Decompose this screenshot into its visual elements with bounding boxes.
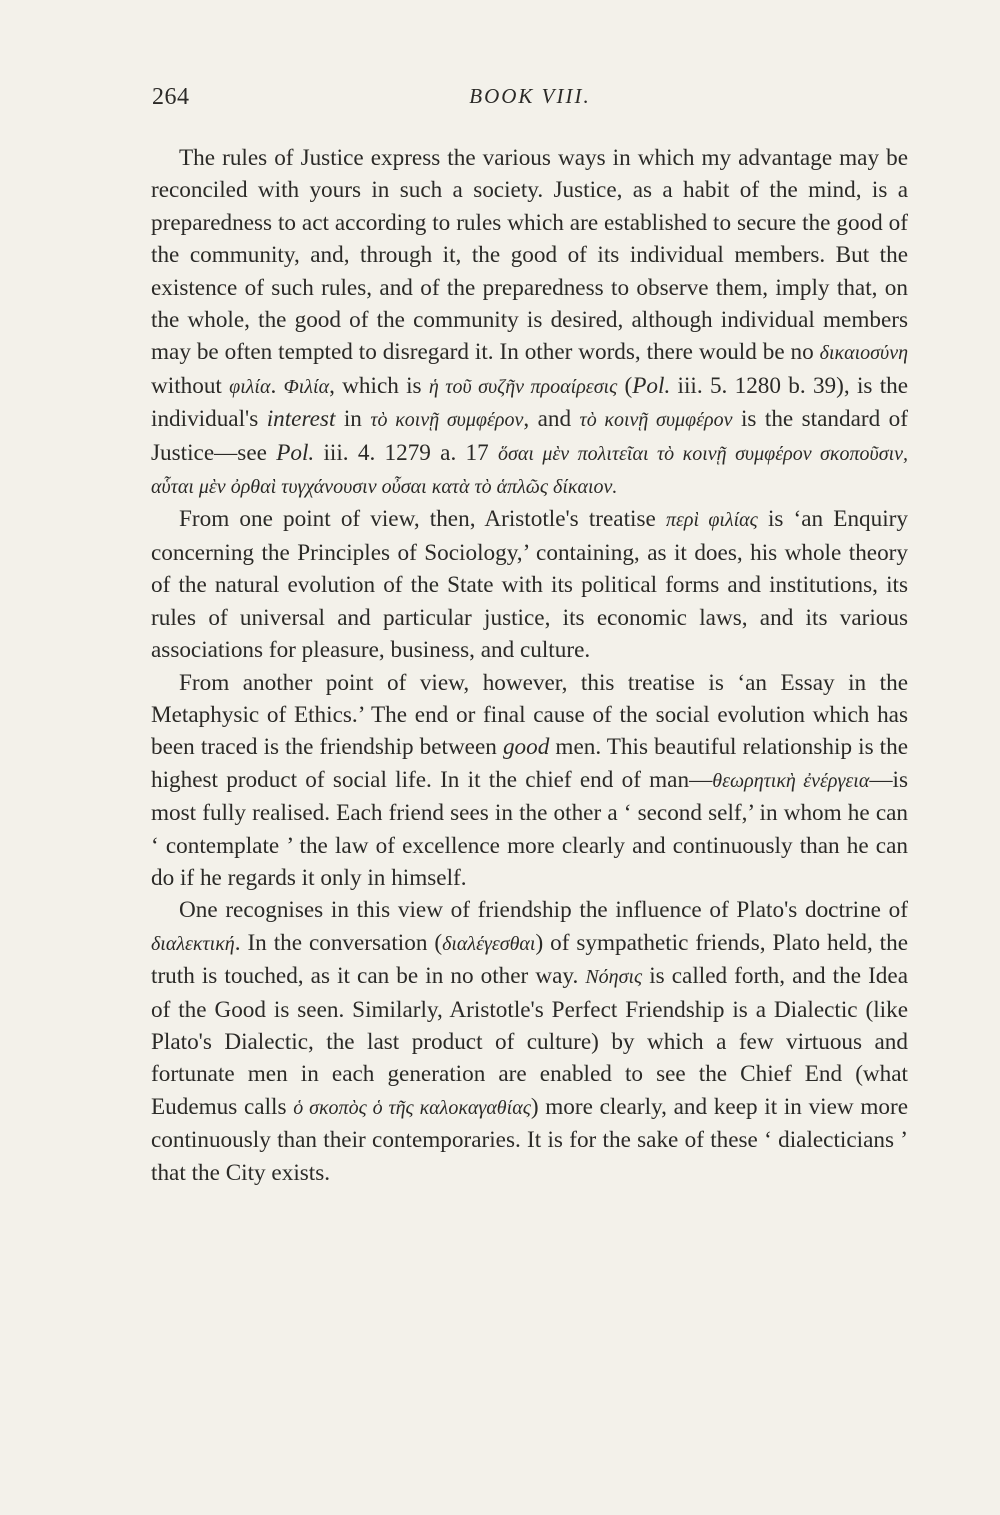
text-run: ) more clearly, and keep it in view more continuously than their contemporaries. It is for the sake of these ‘ dialecticians ’ that the City exists. [151,1093,908,1186]
greek-phrase: ὅσαι μὲν πολιτεῖαι τὸ κοινῇ συμφέρον σκοποῦσιν, αὗται μὲν ὀρθαὶ τυγχάνουσιν οὖσαι κατὰ τὸ ἁπλῶς δίκαιον. [151,442,909,499]
greek-phrase: διαλεκτική [151,932,235,955]
greek-phrase: περὶ φιλίας [665,509,758,532]
greek-phrase: δικαιοσύνη [819,342,908,365]
greek-phrase: διαλέγεσθαι [442,932,536,955]
text-run: ( [617,372,633,399]
text-run: men. This beautiful relationship is the highest product of social life. In it the chief end of man— [151,734,909,793]
text-run: . [270,372,284,399]
text-run: , and [523,406,580,433]
text-run: From one point of view, then, Aristotle's treatise [179,506,666,533]
body-text [151,142,908,1189]
italic-text: Pol. [632,372,671,399]
text-run: ) of sympathetic friends, Plato held, the truth is touched, as it can be in no other way. [151,929,909,990]
italic-text: Pol. [276,439,315,466]
text-run: . In the conversation ( [234,929,443,956]
text-run: iii. 5. 1280 b. 39), is the individual's [151,372,909,433]
greek-phrase: ἡ τοῦ συζῆν προαίρεσις [428,375,618,398]
greek-phrase: ὁ σκοπὸς ὁ τῆς καλοκαγαθίας [293,1096,531,1119]
text-run: in [335,406,371,433]
text-run: is the standard of Justice—see [151,406,908,466]
greek-phrase: Νόησις [585,966,643,989]
greek-phrase: τὸ κοινῇ συμφέρον [370,409,524,432]
text-run: is called forth, and the Idea of the Good is seen. Similarly, Aristotle's Perfect Friendship is a Dialectic (like Plato's Dialectic, the last product of culture) by which a few virtuous and fortunate men in each generation are enabled to see the Chief End (what Eudemus calls [151,963,908,1120]
greek-phrase: φιλία [229,375,271,398]
text-run: —is most fully realised. Each friend sees in the other a ‘ second self,’ in whom he can ‘ contemplate ’ the law of excellence more clearly and continuously than he can do if he regards it only in himself. [151,766,908,891]
paragraph-1 [151,142,908,503]
paragraph-4 [151,894,908,1189]
text-run: iii. 4. 1279 a. 17 [314,439,498,466]
page-header [152,84,908,120]
text-run: One recognises in this view of friendship the influence of Plato's doctrine of [179,897,908,924]
italic-text: good [502,734,550,761]
paragraph-2 [151,503,908,666]
text-run: , which is [329,372,429,399]
running-head: BOOK VIII. [469,84,591,108]
greek-phrase: τὸ κοινῇ συμφέρον [579,409,733,432]
greek-phrase: θεωρητικὴ ἐνέργεια [712,769,870,792]
greek-phrase: Φιλία [283,375,330,398]
page-number: 264 [152,84,190,110]
italic-text: interest [266,406,336,433]
text-run: From another point of view, however, this treatise is ‘an Essay in the Metaphysic of Ethics.’ The end or final cause of the social evolution which has been traced is the friendship between [151,669,908,761]
text-run: is ‘an Enquiry concerning the Principles of Sociology,’ containing, as it does, his whole theory of the natural evolution of the State with its political forms and institutions, its rules of universal and particular justice, its economic laws, and its various associations for pleasure, business, and culture. [151,506,908,664]
text-run: without [151,372,230,399]
text-run: The rules of Justice express the various ways in which my advantage may be reconciled with yours in such a society. Justice, as a habit of the mind, is a preparedness to act according to rules which are established to secure the good of the community, and, through it, the good of its individual members. But the existence of such rules, and of the preparedness to observe them, imply that, on the whole, the good of the community is desired, although individual members may be often tempted to disregard it. In other words, there would be no [151,145,908,366]
paragraph-3 [151,667,908,895]
